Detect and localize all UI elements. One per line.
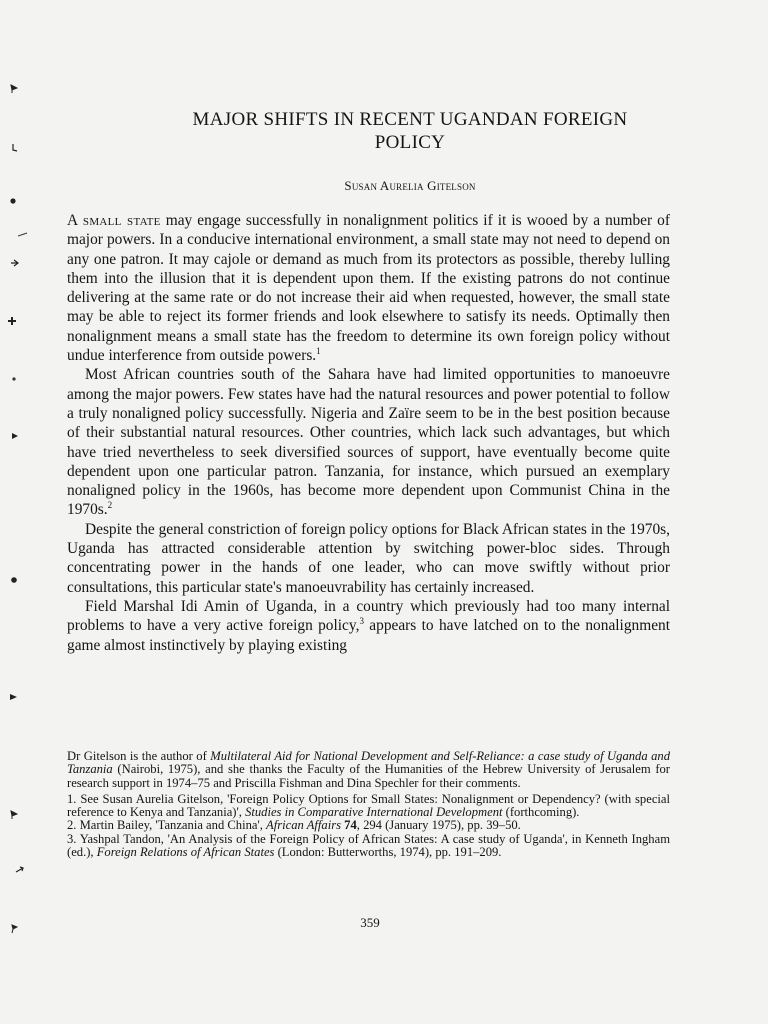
paragraph-4-text-a: Field Marshal Idi Amin of Uganda, in a country which previously had too many internal problems to have a very active foreign policy, bbox=[67, 597, 670, 635]
scan-mark-dot-icon bbox=[11, 432, 21, 442]
article-title bbox=[60, 108, 760, 154]
paragraph-1-lead: A small state bbox=[67, 212, 161, 229]
bio-text-b: (Nairobi, 1975), and she thanks the Faculty of the Humanities of the Hebrew University of Jerusalem for research support in 1974–75 and Priscilla Fishman and Dina Spechler for their comments. bbox=[67, 762, 670, 790]
scan-mark-arrow-icon bbox=[10, 810, 20, 820]
footnote-3-book: Foreign Relations of African States bbox=[96, 845, 275, 860]
scan-mark-arrow-icon bbox=[10, 259, 20, 269]
paragraph-4-text-b: appears to have latched on to the nonalignment game almost instinctively by playing existing bbox=[67, 617, 670, 654]
footnote-3-text-b: (London: Butterworths, 1974), pp. 191–209. bbox=[274, 845, 502, 860]
footnote-2 bbox=[67, 819, 670, 832]
scan-mark-arrow-icon bbox=[15, 866, 25, 876]
footnote-1-text-b: (forthcoming). bbox=[502, 805, 580, 820]
author-name: Susan Aurelia Gitelson bbox=[344, 178, 476, 193]
scan-mark-dot-icon bbox=[10, 576, 20, 586]
footnote-ref-1: 1 bbox=[316, 345, 321, 356]
title-line-2: POLICY bbox=[374, 132, 446, 153]
footnote-3 bbox=[67, 833, 670, 860]
paragraph-4 bbox=[67, 597, 670, 655]
scan-mark-dash-icon bbox=[18, 232, 28, 242]
footnote-2-text-a: 2. Martin Bailey, 'Tanzania and China', bbox=[67, 818, 267, 833]
author-bio-note bbox=[67, 750, 670, 790]
footnote-3-text-a: 3. Yashpal Tandon, 'An Analysis of the Foreign Policy of African States: A case study of Uganda', in Kenneth Ingham (ed.), bbox=[67, 831, 670, 860]
footnote-2-volume: 74 bbox=[341, 818, 357, 833]
bio-book-title: Multilateral Aid for National Development and Self-Reliance: a case study of Uganda and Tanzania bbox=[67, 749, 670, 777]
scan-mark-arrow-icon bbox=[10, 84, 20, 94]
scan-mark-dot-icon bbox=[11, 376, 21, 386]
footnotes bbox=[67, 750, 670, 859]
scan-mark-dot-icon bbox=[7, 316, 17, 326]
paragraph-2 bbox=[67, 365, 670, 519]
title-line-1: MAJOR SHIFTS IN RECENT UGANDAN FOREIGN bbox=[192, 109, 628, 130]
bio-text-a: Dr Gitelson is the author of bbox=[67, 749, 211, 763]
page-number: 359 bbox=[360, 915, 380, 930]
paragraph-2-text: Most African countries south of the Sahara have had limited opportunities to manoeuvre among the major powers. Few states have had the natural resources and power potential to follow a truly nonaligned policy successfully. Nigeria and Zaïre seem to be in the best position because of their substantial natural resources. Other countries, which lack such advantages, but which have tried nevertheless to seek diversified sources of support, have eventually become quite dependent upon one particular patron. Tanzania, for instance, which pursued an exemplary nonaligned policy in the 1960s, has become more dependent upon Communist China in the 1970s. bbox=[67, 366, 670, 519]
footnote-2-text-b: , 294 (January 1975), pp. 39–50. bbox=[356, 818, 521, 833]
footnote-2-journal: African Affairs bbox=[266, 818, 342, 833]
footnote-1-text-a: 1. See Susan Aurelia Gitelson, 'Foreign Policy Options for Small States: Nonalignment or Dependency? (with special reference to Kenya and Tanzania)', bbox=[67, 791, 670, 820]
footnote-ref-3: 3 bbox=[359, 616, 364, 627]
footnote-1-journal: Studies in Comparative International Development bbox=[245, 805, 503, 820]
scan-mark-tick-icon bbox=[11, 143, 21, 153]
scan-mark-arrow-icon bbox=[9, 693, 19, 703]
footnote-ref-2: 2 bbox=[107, 500, 113, 511]
paragraph-1 bbox=[67, 211, 670, 365]
paragraph-3: Despite the general constriction of foreign policy options for Black African states in the 1970s, Uganda has attracted considerable attention by switching power-bloc sides. Through concentrating power in the hands of one leader, who can move swiftly without prior consultations, this particular state's manoeuvrability has certainly increased. bbox=[67, 520, 670, 596]
scan-mark-arrow-icon bbox=[10, 924, 20, 934]
paragraph-1-text: may engage successfully in nonalignment politics if it is wooed by a number of major powers. In a conducive international environment, a small state may not need to depend on any one patron. It may cajole or demand as much from its protectors as possible, thereby lulling them into the illusion that it is dependent upon them. If the existing patrons do not continue delivering at the same rate or do not increase their aid when requested, however, the small state may be able to reject its former friends and look elsewhere to satisfy its needs. Optimally then nonalignment means a small state has the freedom to determine its own foreign policy without undue interference from outside powers. bbox=[67, 212, 670, 365]
article-body bbox=[67, 211, 670, 655]
scan-mark-dot-icon bbox=[9, 197, 19, 207]
footnote-1 bbox=[67, 793, 670, 820]
